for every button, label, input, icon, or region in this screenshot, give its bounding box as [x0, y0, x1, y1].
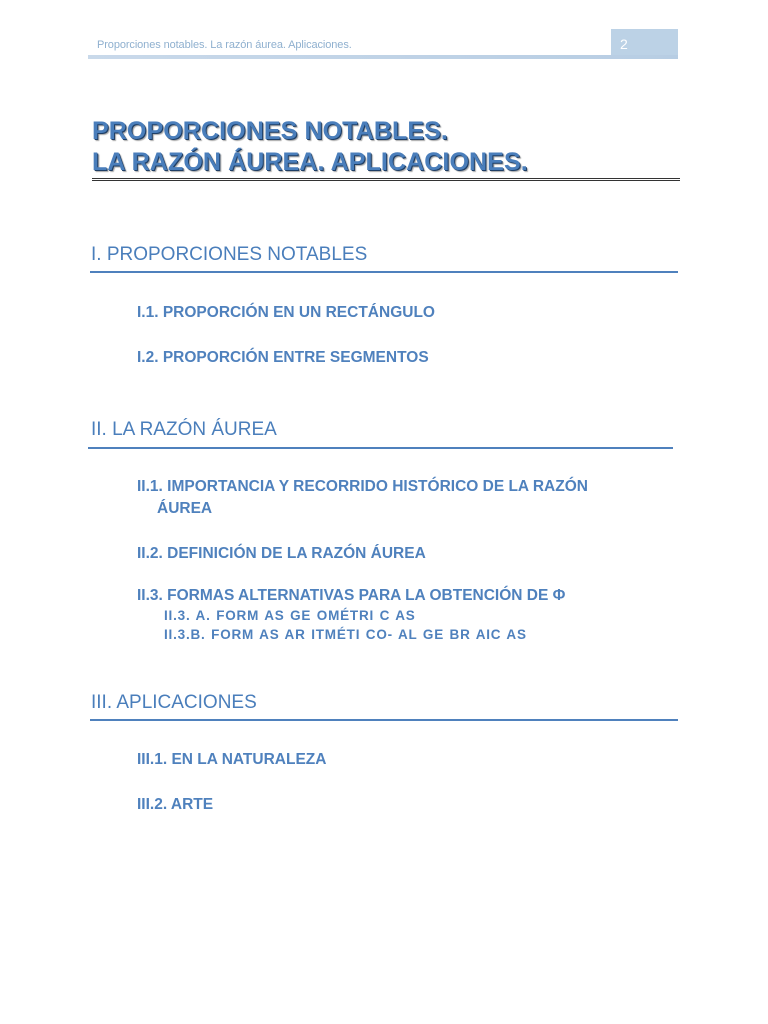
section-heading-3: III. APLICACIONES [91, 692, 257, 713]
document-title-line-2: LA RAZÓN ÁUREA. APLICACIONES. [92, 148, 528, 176]
running-header-title: Proporciones notables. La razón áurea. Aplicaciones. [97, 39, 352, 51]
page-number-box [611, 29, 678, 58]
document-title [92, 116, 528, 178]
section-heading-1: I. PROPORCIONES NOTABLES [91, 244, 368, 265]
toc-subitem-2-3-b: II.3.B. FORM AS AR ITMÉTI CO- AL GE BR AIC AS [164, 627, 527, 642]
toc-item-1-1: I.1. PROPORCIÓN EN UN RECTÁNGULO [137, 304, 435, 321]
header-rule [88, 55, 678, 59]
toc-item-2-1: II.1. IMPORTANCIA Y RECORRIDO HISTÓRICO DE LA RAZÓN [137, 478, 588, 495]
section-rule-3 [90, 719, 678, 721]
title-double-rule [92, 178, 680, 181]
page-number: 2 [620, 36, 628, 52]
section-heading-2: II. LA RAZÓN ÁUREA [91, 419, 277, 440]
toc-subitem-2-3-a: II.3. A. FORM AS GE OMÉTRI C AS [164, 608, 416, 623]
toc-item-1-2: I.2. PROPORCIÓN ENTRE SEGMENTOS [137, 349, 429, 366]
toc-item-2-2: II.2. DEFINICIÓN DE LA RAZÓN ÁUREA [137, 545, 426, 562]
toc-item-2-3: II.3. FORMAS ALTERNATIVAS PARA LA OBTENCIÓN DE Φ [137, 587, 566, 604]
section-rule-1 [90, 271, 678, 273]
toc-item-3-1: III.1. EN LA NATURALEZA [137, 751, 327, 768]
toc-item-3-2: III.2. ARTE [137, 796, 214, 813]
section-rule-2 [88, 447, 673, 449]
document-title-line-1: PROPORCIONES NOTABLES. [92, 117, 448, 145]
toc-item-2-1-continued: ÁUREA [157, 500, 213, 517]
